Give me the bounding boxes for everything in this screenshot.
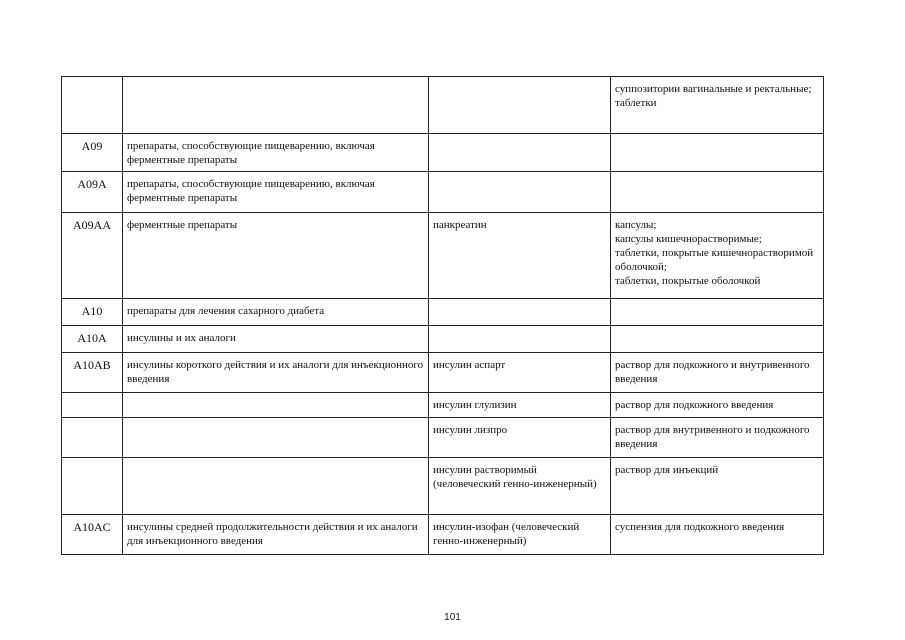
group-cell: инсулины короткого действия и их аналоги для инъекционного введения	[123, 353, 429, 393]
dosage-form-cell	[611, 515, 824, 555]
dosage-form-cell	[611, 418, 824, 458]
group-cell: ферментные препараты	[123, 213, 429, 299]
dosage-form-cell	[611, 213, 824, 299]
dosage-form-line: таблетки, покрытые оболочкой	[615, 275, 761, 287]
dosage-form-cell	[611, 326, 824, 353]
group-cell: инсулины и их аналоги	[123, 326, 429, 353]
dosage-form-line: таблетки, покрытые кишечнорастворимой оболочкой;	[615, 247, 814, 273]
drug-name-cell: инсулин растворимый (человеческий генно-инженерный)	[429, 458, 611, 515]
dosage-form-cell	[611, 458, 824, 515]
dosage-form-cell	[611, 299, 824, 326]
table-row	[62, 353, 824, 393]
drug-name-cell	[429, 299, 611, 326]
drug-name-cell: инсулин аспарт	[429, 353, 611, 393]
table-row	[62, 458, 824, 515]
drug-table	[61, 76, 824, 555]
table-row	[62, 418, 824, 458]
dosage-form-line: капсулы;	[615, 219, 657, 231]
atc-code-cell: A09AA	[62, 213, 123, 299]
drug-name-cell: панкреатин	[429, 213, 611, 299]
atc-code-cell: A10AC	[62, 515, 123, 555]
drug-name-cell	[429, 172, 611, 213]
drug-name-cell: инсулин-изофан (человеческий генно-инженерный)	[429, 515, 611, 555]
dosage-form-line: раствор для подкожного введения	[615, 399, 774, 411]
drug-name-cell	[429, 134, 611, 172]
drug-name-cell	[429, 77, 611, 134]
table-row	[62, 134, 824, 172]
atc-code-cell	[62, 77, 123, 134]
dosage-form-line: суспензия для подкожного введения	[615, 521, 785, 533]
dosage-form-line: капсулы кишечнорастворимые;	[615, 233, 762, 245]
group-cell: препараты для лечения сахарного диабета	[123, 299, 429, 326]
table-body	[62, 77, 824, 555]
table-row	[62, 393, 824, 418]
drug-name-cell: инсулин лизпро	[429, 418, 611, 458]
dosage-form-line: раствор для инъекций	[615, 464, 719, 476]
group-cell	[123, 418, 429, 458]
atc-code-cell: A09	[62, 134, 123, 172]
atc-code-cell	[62, 393, 123, 418]
drug-name-cell	[429, 326, 611, 353]
dosage-form-cell	[611, 393, 824, 418]
group-cell: препараты, способствующие пищеварению, включая ферментные препараты	[123, 134, 429, 172]
dosage-form-cell	[611, 134, 824, 172]
group-cell: препараты, способствующие пищеварению, включая ферментные препараты	[123, 172, 429, 213]
group-cell	[123, 458, 429, 515]
group-cell	[123, 77, 429, 134]
atc-code-cell	[62, 458, 123, 515]
dosage-form-line: таблетки	[615, 97, 657, 109]
table-row	[62, 326, 824, 353]
dosage-form-line: раствор для подкожного и внутривенного введения	[615, 359, 810, 385]
atc-code-cell: A10AB	[62, 353, 123, 393]
table-row	[62, 172, 824, 213]
dosage-form-cell	[611, 353, 824, 393]
atc-code-cell	[62, 418, 123, 458]
group-cell: инсулины средней продолжительности действия и их аналоги для инъекционного введения	[123, 515, 429, 555]
dosage-form-line: раствор для внутривенного и подкожного введения	[615, 424, 810, 450]
atc-code-cell: A10	[62, 299, 123, 326]
atc-code-cell: A10A	[62, 326, 123, 353]
dosage-form-line: суппозитории вагинальные и ректальные;	[615, 83, 812, 95]
atc-code-cell: A09A	[62, 172, 123, 213]
group-cell	[123, 393, 429, 418]
page-number: 101	[444, 612, 461, 623]
table-row	[62, 213, 824, 299]
dosage-form-cell	[611, 77, 824, 134]
dosage-form-cell	[611, 172, 824, 213]
table-row	[62, 77, 824, 134]
table-row	[62, 515, 824, 555]
table-row	[62, 299, 824, 326]
drug-name-cell: инсулин глулизин	[429, 393, 611, 418]
